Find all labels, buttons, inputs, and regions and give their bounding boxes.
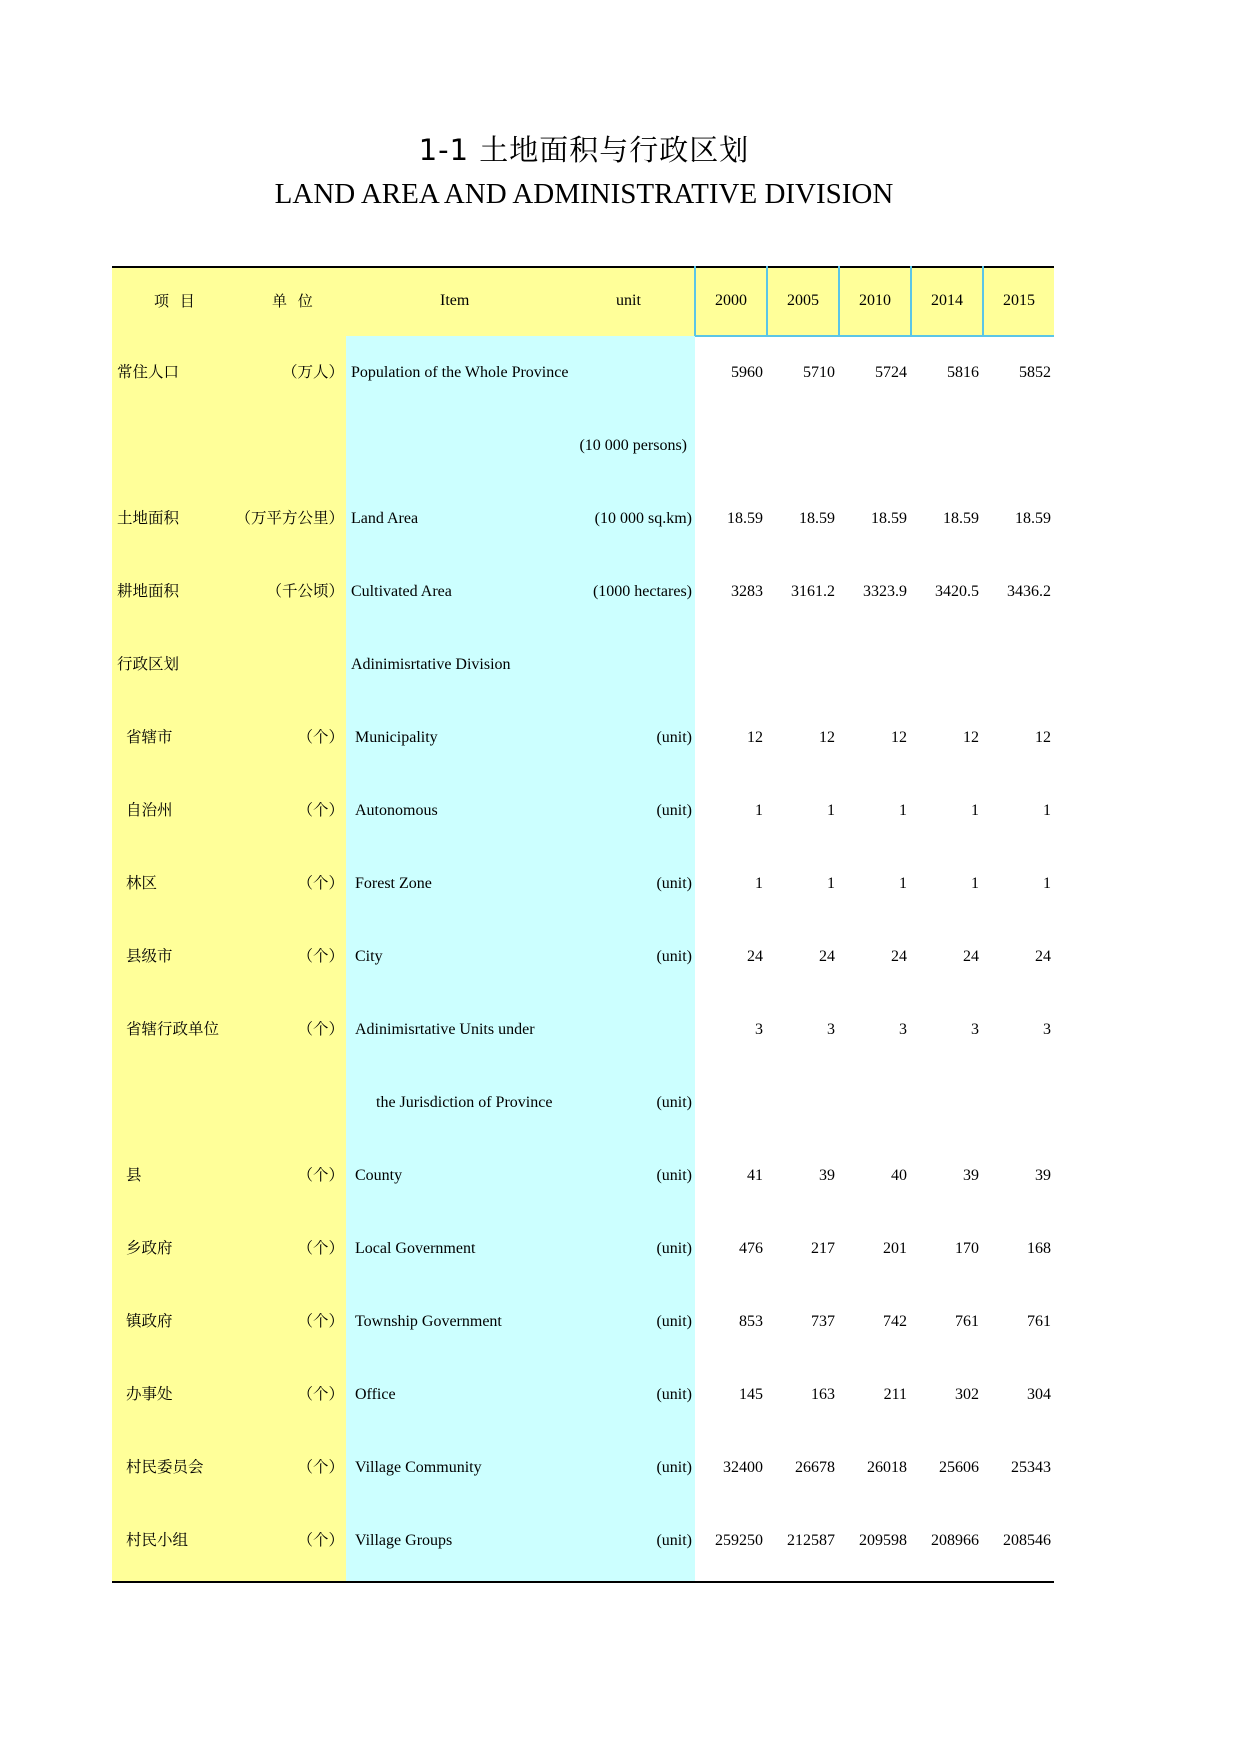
- item-en: Village Community: [355, 1459, 482, 1476]
- unit-en: (unit): [656, 1532, 692, 1549]
- table-row: [0, 847, 1240, 920]
- value-2000: 3: [755, 1021, 763, 1038]
- value-2000: 24: [747, 948, 763, 965]
- value-2005: 212587: [787, 1532, 835, 1549]
- value-2014: 25606: [939, 1459, 979, 1476]
- value-2005: 5710: [803, 364, 835, 381]
- item-cn: 村民小组: [126, 1531, 189, 1549]
- table-row: [0, 1358, 1240, 1431]
- value-2000: 12: [747, 729, 763, 746]
- value-2015: 3: [1043, 1021, 1051, 1038]
- value-2010: 3323.9: [863, 583, 907, 600]
- value-2015: 1: [1043, 875, 1051, 892]
- value-2010: 209598: [859, 1532, 907, 1549]
- item-cn: 省辖行政单位: [126, 1020, 220, 1038]
- table-row: [0, 336, 1240, 409]
- value-2010: 40: [891, 1167, 907, 1184]
- unit-cn: （万平方公里）: [235, 509, 344, 527]
- unit-cn: （个）: [297, 801, 344, 819]
- value-2010: 5724: [875, 364, 907, 381]
- unit-en: (unit): [656, 875, 692, 892]
- value-2015: 25343: [1011, 1459, 1051, 1476]
- item-en: Office: [355, 1386, 396, 1403]
- table-row: [0, 1431, 1240, 1504]
- item-cn: 乡政府: [126, 1239, 173, 1257]
- item-cn: 土地面积: [117, 509, 180, 527]
- value-2010: 12: [891, 729, 907, 746]
- header-unit-en: unit: [616, 292, 641, 309]
- unit-en: (unit): [656, 1386, 692, 1403]
- unit-en: (1000 hectares): [592, 583, 692, 600]
- item-cn: 常住人口: [117, 363, 180, 381]
- item-en: Municipality: [355, 729, 438, 746]
- value-2014: 3420.5: [935, 583, 979, 600]
- value-2005: 737: [811, 1313, 835, 1330]
- table-row: [0, 1212, 1240, 1285]
- value-2010: 1: [899, 802, 907, 819]
- header-year: 2015: [1003, 292, 1035, 309]
- value-2010: 1: [899, 875, 907, 892]
- unit-cn: （个）: [297, 1166, 344, 1184]
- value-2014: 208966: [931, 1532, 979, 1549]
- item-cn: 行政区划: [117, 655, 180, 673]
- header-item-en: Item: [440, 292, 470, 309]
- value-2014: 1: [971, 802, 979, 819]
- value-2014: 170: [955, 1240, 979, 1257]
- unit-en: (10 000 sq.km): [594, 510, 692, 527]
- unit-en: (10 000 persons): [579, 437, 687, 454]
- value-2005: 18.59: [799, 510, 835, 527]
- item-en: County: [355, 1167, 403, 1184]
- value-2000: 1: [755, 875, 763, 892]
- table-bottom-rule: [112, 1581, 1054, 1583]
- table-row: [0, 993, 1240, 1066]
- item-cn: 镇政府: [126, 1312, 173, 1330]
- unit-cn: （个）: [297, 874, 344, 892]
- table-row: [0, 1066, 1240, 1139]
- header-year: 2010: [859, 292, 891, 309]
- item-cn: 县: [126, 1166, 142, 1184]
- table-row: [0, 774, 1240, 847]
- item-en: Population of the Whole Province: [351, 364, 569, 381]
- value-2014: 5816: [947, 364, 979, 381]
- unit-cn: （千公顷）: [266, 582, 344, 600]
- item-cn: 耕地面积: [117, 582, 180, 600]
- value-2014: 39: [963, 1167, 979, 1184]
- value-2000: 145: [739, 1386, 763, 1403]
- value-2005: 163: [811, 1386, 835, 1403]
- item-cn: 自治州: [126, 801, 173, 819]
- value-2005: 39: [819, 1167, 835, 1184]
- value-2010: 742: [883, 1313, 907, 1330]
- unit-cn: （个）: [297, 1458, 344, 1476]
- value-2000: 32400: [723, 1459, 763, 1476]
- item-en: Adinimisrtative Division: [351, 656, 511, 673]
- value-2015: 18.59: [1015, 510, 1051, 527]
- item-en: Land Area: [351, 510, 419, 527]
- value-2014: 761: [955, 1313, 979, 1330]
- unit-cn: （个）: [297, 728, 344, 746]
- value-2005: 1: [827, 875, 835, 892]
- table-row: [0, 701, 1240, 774]
- table-row: [0, 1504, 1240, 1577]
- value-2000: 3283: [731, 583, 763, 600]
- table-row: [0, 628, 1240, 701]
- value-2010: 201: [883, 1240, 907, 1257]
- unit-en: (unit): [656, 1313, 692, 1330]
- value-2015: 5852: [1019, 364, 1051, 381]
- value-2010: 3: [899, 1021, 907, 1038]
- unit-en: (unit): [656, 1240, 692, 1257]
- item-en: the Jurisdiction of Province: [376, 1094, 553, 1111]
- value-2015: 24: [1035, 948, 1051, 965]
- unit-cn: （个）: [297, 1239, 344, 1257]
- item-cn: 办事处: [126, 1385, 173, 1403]
- unit-cn: （个）: [297, 1020, 344, 1038]
- value-2005: 1: [827, 802, 835, 819]
- unit-en: (unit): [656, 1459, 692, 1476]
- item-en: Forest Zone: [355, 875, 432, 892]
- value-2000: 259250: [715, 1532, 763, 1549]
- item-en: Adinimisrtative Units under: [355, 1021, 535, 1038]
- table-row: [0, 920, 1240, 993]
- item-en: City: [355, 948, 383, 965]
- unit-en: (unit): [656, 1094, 692, 1111]
- item-en: Local Government: [355, 1240, 476, 1257]
- value-2015: 12: [1035, 729, 1051, 746]
- value-2015: 39: [1035, 1167, 1051, 1184]
- value-2010: 18.59: [871, 510, 907, 527]
- unit-cn: （个）: [297, 1385, 344, 1403]
- value-2005: 26678: [795, 1459, 835, 1476]
- value-2000: 18.59: [727, 510, 763, 527]
- value-2005: 12: [819, 729, 835, 746]
- value-2010: 24: [891, 948, 907, 965]
- value-2000: 476: [739, 1240, 763, 1257]
- value-2014: 24: [963, 948, 979, 965]
- header-unit-cn: 单 位: [272, 292, 316, 310]
- value-2005: 217: [811, 1240, 835, 1257]
- item-cn: 林区: [126, 874, 158, 892]
- header-year: 2014: [931, 292, 963, 309]
- item-en: Village Groups: [355, 1532, 453, 1549]
- value-2015: 168: [1027, 1240, 1051, 1257]
- item-cn: 县级市: [126, 947, 173, 965]
- value-2005: 3161.2: [791, 583, 835, 600]
- item-en: Cultivated Area: [351, 583, 452, 600]
- value-2015: 3436.2: [1007, 583, 1051, 600]
- value-2010: 211: [883, 1386, 907, 1403]
- value-2014: 3: [971, 1021, 979, 1038]
- item-cn: 村民委员会: [126, 1458, 204, 1476]
- unit-en: (unit): [656, 1167, 692, 1184]
- unit-en: (unit): [656, 948, 692, 965]
- value-2005: 3: [827, 1021, 835, 1038]
- unit-en: (unit): [656, 802, 692, 819]
- value-2015: 1: [1043, 802, 1051, 819]
- value-2015: 761: [1027, 1313, 1051, 1330]
- value-2014: 302: [955, 1386, 979, 1403]
- value-2005: 24: [819, 948, 835, 965]
- page-title-cn: 1-1 土地面积与行政区划: [418, 133, 750, 167]
- value-2015: 208546: [1003, 1532, 1051, 1549]
- table-row: [0, 1139, 1240, 1212]
- value-2014: 1: [971, 875, 979, 892]
- value-2000: 5960: [731, 364, 763, 381]
- unit-cn: （万人）: [281, 363, 344, 381]
- item-en: Autonomous: [355, 802, 438, 819]
- item-en: Township Government: [355, 1313, 502, 1330]
- unit-cn: （个）: [297, 1312, 344, 1330]
- table-row: [0, 555, 1240, 628]
- header-year: 2005: [787, 292, 819, 309]
- value-2000: 41: [747, 1167, 763, 1184]
- page-title-en: LAND AREA AND ADMINISTRATIVE DIVISION: [274, 178, 894, 210]
- unit-en: (unit): [656, 729, 692, 746]
- value-2014: 12: [963, 729, 979, 746]
- header-year: 2000: [715, 292, 747, 309]
- value-2010: 26018: [867, 1459, 907, 1476]
- value-2000: 853: [739, 1313, 763, 1330]
- value-2014: 18.59: [943, 510, 979, 527]
- table-row: [0, 1285, 1240, 1358]
- item-cn: 省辖市: [126, 728, 173, 746]
- value-2000: 1: [755, 802, 763, 819]
- unit-cn: （个）: [297, 1531, 344, 1549]
- value-2015: 304: [1027, 1386, 1051, 1403]
- table-row: [0, 409, 1240, 482]
- unit-cn: （个）: [297, 947, 344, 965]
- table-row: [0, 482, 1240, 555]
- header-item-cn: 项 目: [154, 292, 198, 310]
